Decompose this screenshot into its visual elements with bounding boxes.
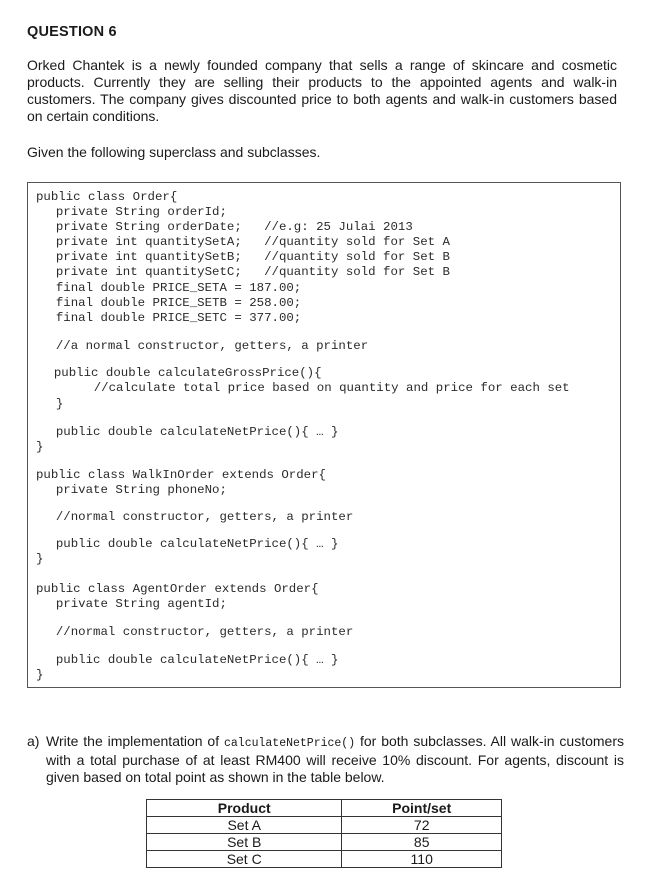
- code-line: private int quantitySetB; //quantity sold for Set B: [41, 250, 450, 264]
- code-line: private String orderId;: [41, 205, 227, 219]
- code-line: //normal constructor, getters, a printer: [41, 625, 354, 639]
- product-cell: Set C: [147, 851, 342, 868]
- table-row: [147, 834, 502, 851]
- product-cell: Set B: [147, 834, 342, 851]
- table-row: [147, 851, 502, 868]
- column-header-product: Product: [147, 800, 342, 817]
- code-line: public double calculateNetPrice(){ … }: [41, 537, 339, 551]
- table-header-row: [147, 800, 502, 817]
- part-a-text-before: Write the implementation of: [46, 733, 224, 749]
- table-row: [147, 817, 502, 834]
- part-a-text: [46, 733, 624, 786]
- code-line: }: [36, 440, 44, 454]
- code-line: //calculate total price based on quantity and price for each set: [64, 381, 570, 395]
- code-line: private String orderDate; //e.g: 25 Julai 2013: [41, 220, 413, 234]
- product-cell: Set A: [147, 817, 342, 834]
- code-line: final double PRICE_SETB = 258.00;: [41, 296, 302, 310]
- code-line: final double PRICE_SETA = 187.00;: [41, 281, 302, 295]
- code-line: //a normal constructor, getters, a printer: [41, 339, 369, 353]
- code-line: public class Order{: [36, 190, 178, 204]
- code-line: public class WalkInOrder extends Order{: [36, 468, 326, 482]
- code-line: private int quantitySetA; //quantity sold for Set A: [41, 235, 450, 249]
- part-a-method-name: calculateNetPrice(): [223, 737, 356, 750]
- code-line: private int quantitySetC; //quantity sold for Set B: [41, 265, 450, 279]
- code-line: public class AgentOrder extends Order{: [36, 582, 319, 596]
- question-heading: QUESTION 6: [27, 24, 117, 40]
- code-listing: [27, 182, 621, 688]
- code-line: public double calculateNetPrice(){ … }: [41, 653, 339, 667]
- given-paragraph: Given the following superclass and subclasses.: [27, 144, 321, 160]
- part-a-label: a): [27, 733, 40, 749]
- code-line: }: [36, 668, 44, 682]
- points-cell: 72: [342, 817, 502, 834]
- part-a-text-after: for both subclasses. All walk-in customers with a total purchase of at least RM400 will receive 10% discount. For agents, discount is given based on total point as shown in the table below.: [46, 733, 624, 785]
- points-cell: 110: [342, 851, 502, 868]
- intro-paragraph: Orked Chantek is a newly founded company that sells a range of skincare and cosmetic products. Currently they are selling their products to the appointed agents and walk-in customers. The company gives discounted price to both agents and walk-in customers based on certain conditions.: [27, 57, 617, 124]
- code-line: public double calculateGrossPrice(){: [39, 366, 322, 380]
- code-line: }: [36, 552, 44, 566]
- code-line: final double PRICE_SETC = 377.00;: [41, 311, 302, 325]
- part-a-question: [27, 733, 624, 786]
- code-line: private String agentId;: [41, 597, 227, 611]
- points-table: [146, 799, 502, 868]
- code-line: }: [41, 397, 64, 411]
- code-line: //normal constructor, getters, a printer: [41, 510, 354, 524]
- points-cell: 85: [342, 834, 502, 851]
- code-line: private String phoneNo;: [41, 483, 227, 497]
- column-header-points: Point/set: [342, 800, 502, 817]
- code-line: public double calculateNetPrice(){ … }: [41, 425, 339, 439]
